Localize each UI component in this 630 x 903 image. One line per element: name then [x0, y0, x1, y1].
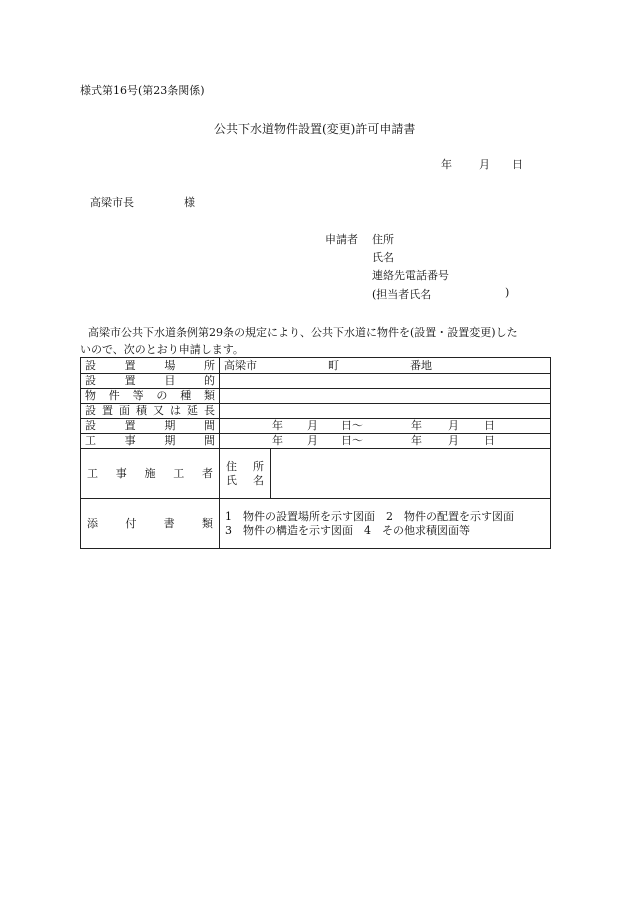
label-char: は [170, 404, 181, 417]
body-text-line2: いので、次のとおり申請します。 [80, 343, 244, 356]
label-char: 種 [180, 389, 192, 402]
label-char: 期 [164, 434, 176, 447]
label-char: 書 [163, 516, 175, 530]
row-kind [81, 389, 551, 404]
kind-value[interactable] [220, 389, 551, 404]
sub-char: 名 [253, 473, 264, 487]
period-day-end: 日 [484, 419, 495, 432]
label-char: 事 [115, 466, 127, 480]
applicant-label: 申請者 [325, 233, 358, 246]
label-char: 置 [102, 404, 113, 417]
row-attachments [81, 499, 551, 549]
period-day-from: 日〜 [341, 419, 363, 432]
label-char: 設 [85, 404, 96, 417]
addressee-name: 高梁市長 [90, 196, 134, 209]
sub-char: 氏 [226, 473, 237, 487]
label-kind [81, 389, 220, 404]
label-char: 置 [124, 419, 136, 432]
label-char: 長 [204, 404, 215, 417]
date-month: 月 [479, 158, 490, 171]
applicant-phone: 連絡先電話番号 [372, 269, 449, 282]
label-area [81, 404, 220, 419]
label-char: 所 [203, 358, 215, 372]
applicant-contact-close: ) [505, 286, 510, 299]
attachments-line1: 1 物件の設置場所を示す図面 2 物件の配置を示す図面 [225, 509, 514, 523]
label-char: 添 [87, 516, 98, 530]
label-char: 工 [87, 466, 98, 480]
label-char: 積 [136, 404, 147, 417]
label-char: の [156, 389, 168, 402]
label-char: 置 [124, 374, 136, 387]
work-period-value[interactable] [220, 434, 551, 449]
label-char: 者 [202, 466, 213, 480]
sub-char: 住 [226, 459, 237, 473]
label-char: 間 [203, 434, 215, 447]
row-purpose [81, 374, 551, 389]
period-month: 月 [307, 434, 318, 447]
contractor-sublabels [220, 449, 271, 499]
attachments-line2: 3 物件の構造を示す図面 4 その他求積図面等 [225, 523, 470, 537]
applicant-contact-person: (担当者氏名 [372, 288, 432, 301]
document-title: 公共下水道物件設置(変更)許可申請書 [214, 122, 416, 136]
location-city: 高梁市 [224, 358, 257, 372]
install-period-value[interactable] [220, 419, 551, 434]
label-char: 工 [173, 466, 185, 480]
label-char: 又 [153, 404, 164, 417]
sub-char: 所 [253, 459, 264, 473]
label-char: 工 [85, 434, 96, 447]
label-attachments [81, 499, 220, 549]
period-month-end: 月 [448, 419, 459, 432]
label-char: 物 [85, 389, 96, 402]
application-table [80, 357, 551, 549]
label-install-period [81, 419, 220, 434]
label-char: 的 [203, 374, 215, 387]
form-number: 様式第16号(第23条関係) [80, 84, 205, 97]
period-year: 年 [272, 419, 283, 432]
label-contractor [81, 449, 220, 499]
label-char: 設 [85, 419, 96, 432]
label-char: 延 [187, 404, 198, 417]
period-day-end: 日 [484, 434, 495, 447]
label-char: 期 [164, 419, 176, 432]
location-value[interactable] [220, 358, 551, 374]
label-work-period [81, 434, 220, 449]
purpose-value[interactable] [220, 374, 551, 389]
date-day: 日 [512, 158, 523, 171]
period-month-end: 月 [448, 434, 459, 447]
label-location [81, 358, 220, 374]
row-area [81, 404, 551, 419]
label-char: 類 [203, 389, 215, 402]
row-work-period [81, 434, 551, 449]
label-char: 施 [144, 466, 156, 480]
period-year-end: 年 [411, 419, 422, 432]
label-char: 設 [85, 374, 96, 387]
body-text-line1: 高梁市公共下水道条例第29条の規定により、公共下水道に物件を(設置・設置変更)した [88, 326, 518, 339]
period-year: 年 [272, 434, 283, 447]
row-contractor [81, 449, 551, 499]
label-char: 件 [108, 389, 120, 402]
period-year-end: 年 [411, 434, 422, 447]
label-char: 設 [85, 358, 96, 372]
label-purpose [81, 374, 220, 389]
row-install-period [81, 419, 551, 434]
label-char: 類 [201, 516, 213, 530]
label-char: 事 [124, 434, 136, 447]
label-char: 置 [124, 358, 136, 372]
label-char: 等 [132, 389, 144, 402]
applicant-address: 住所 [372, 233, 394, 246]
attachments-value [220, 499, 551, 549]
period-day-from: 日〜 [341, 434, 363, 447]
applicant-name: 氏名 [372, 251, 394, 264]
label-char: 目 [164, 374, 176, 387]
location-lot: 番地 [410, 359, 432, 372]
label-char: 面 [119, 404, 130, 417]
location-town: 町 [328, 359, 339, 372]
label-char: 間 [203, 419, 215, 432]
label-char: 付 [125, 516, 137, 530]
period-month: 月 [307, 419, 318, 432]
area-value[interactable] [220, 404, 551, 419]
label-char: 場 [164, 358, 176, 372]
addressee-honorific: 様 [184, 196, 195, 209]
contractor-value[interactable] [271, 449, 551, 499]
date-year: 年 [441, 158, 452, 171]
row-location [81, 358, 551, 374]
